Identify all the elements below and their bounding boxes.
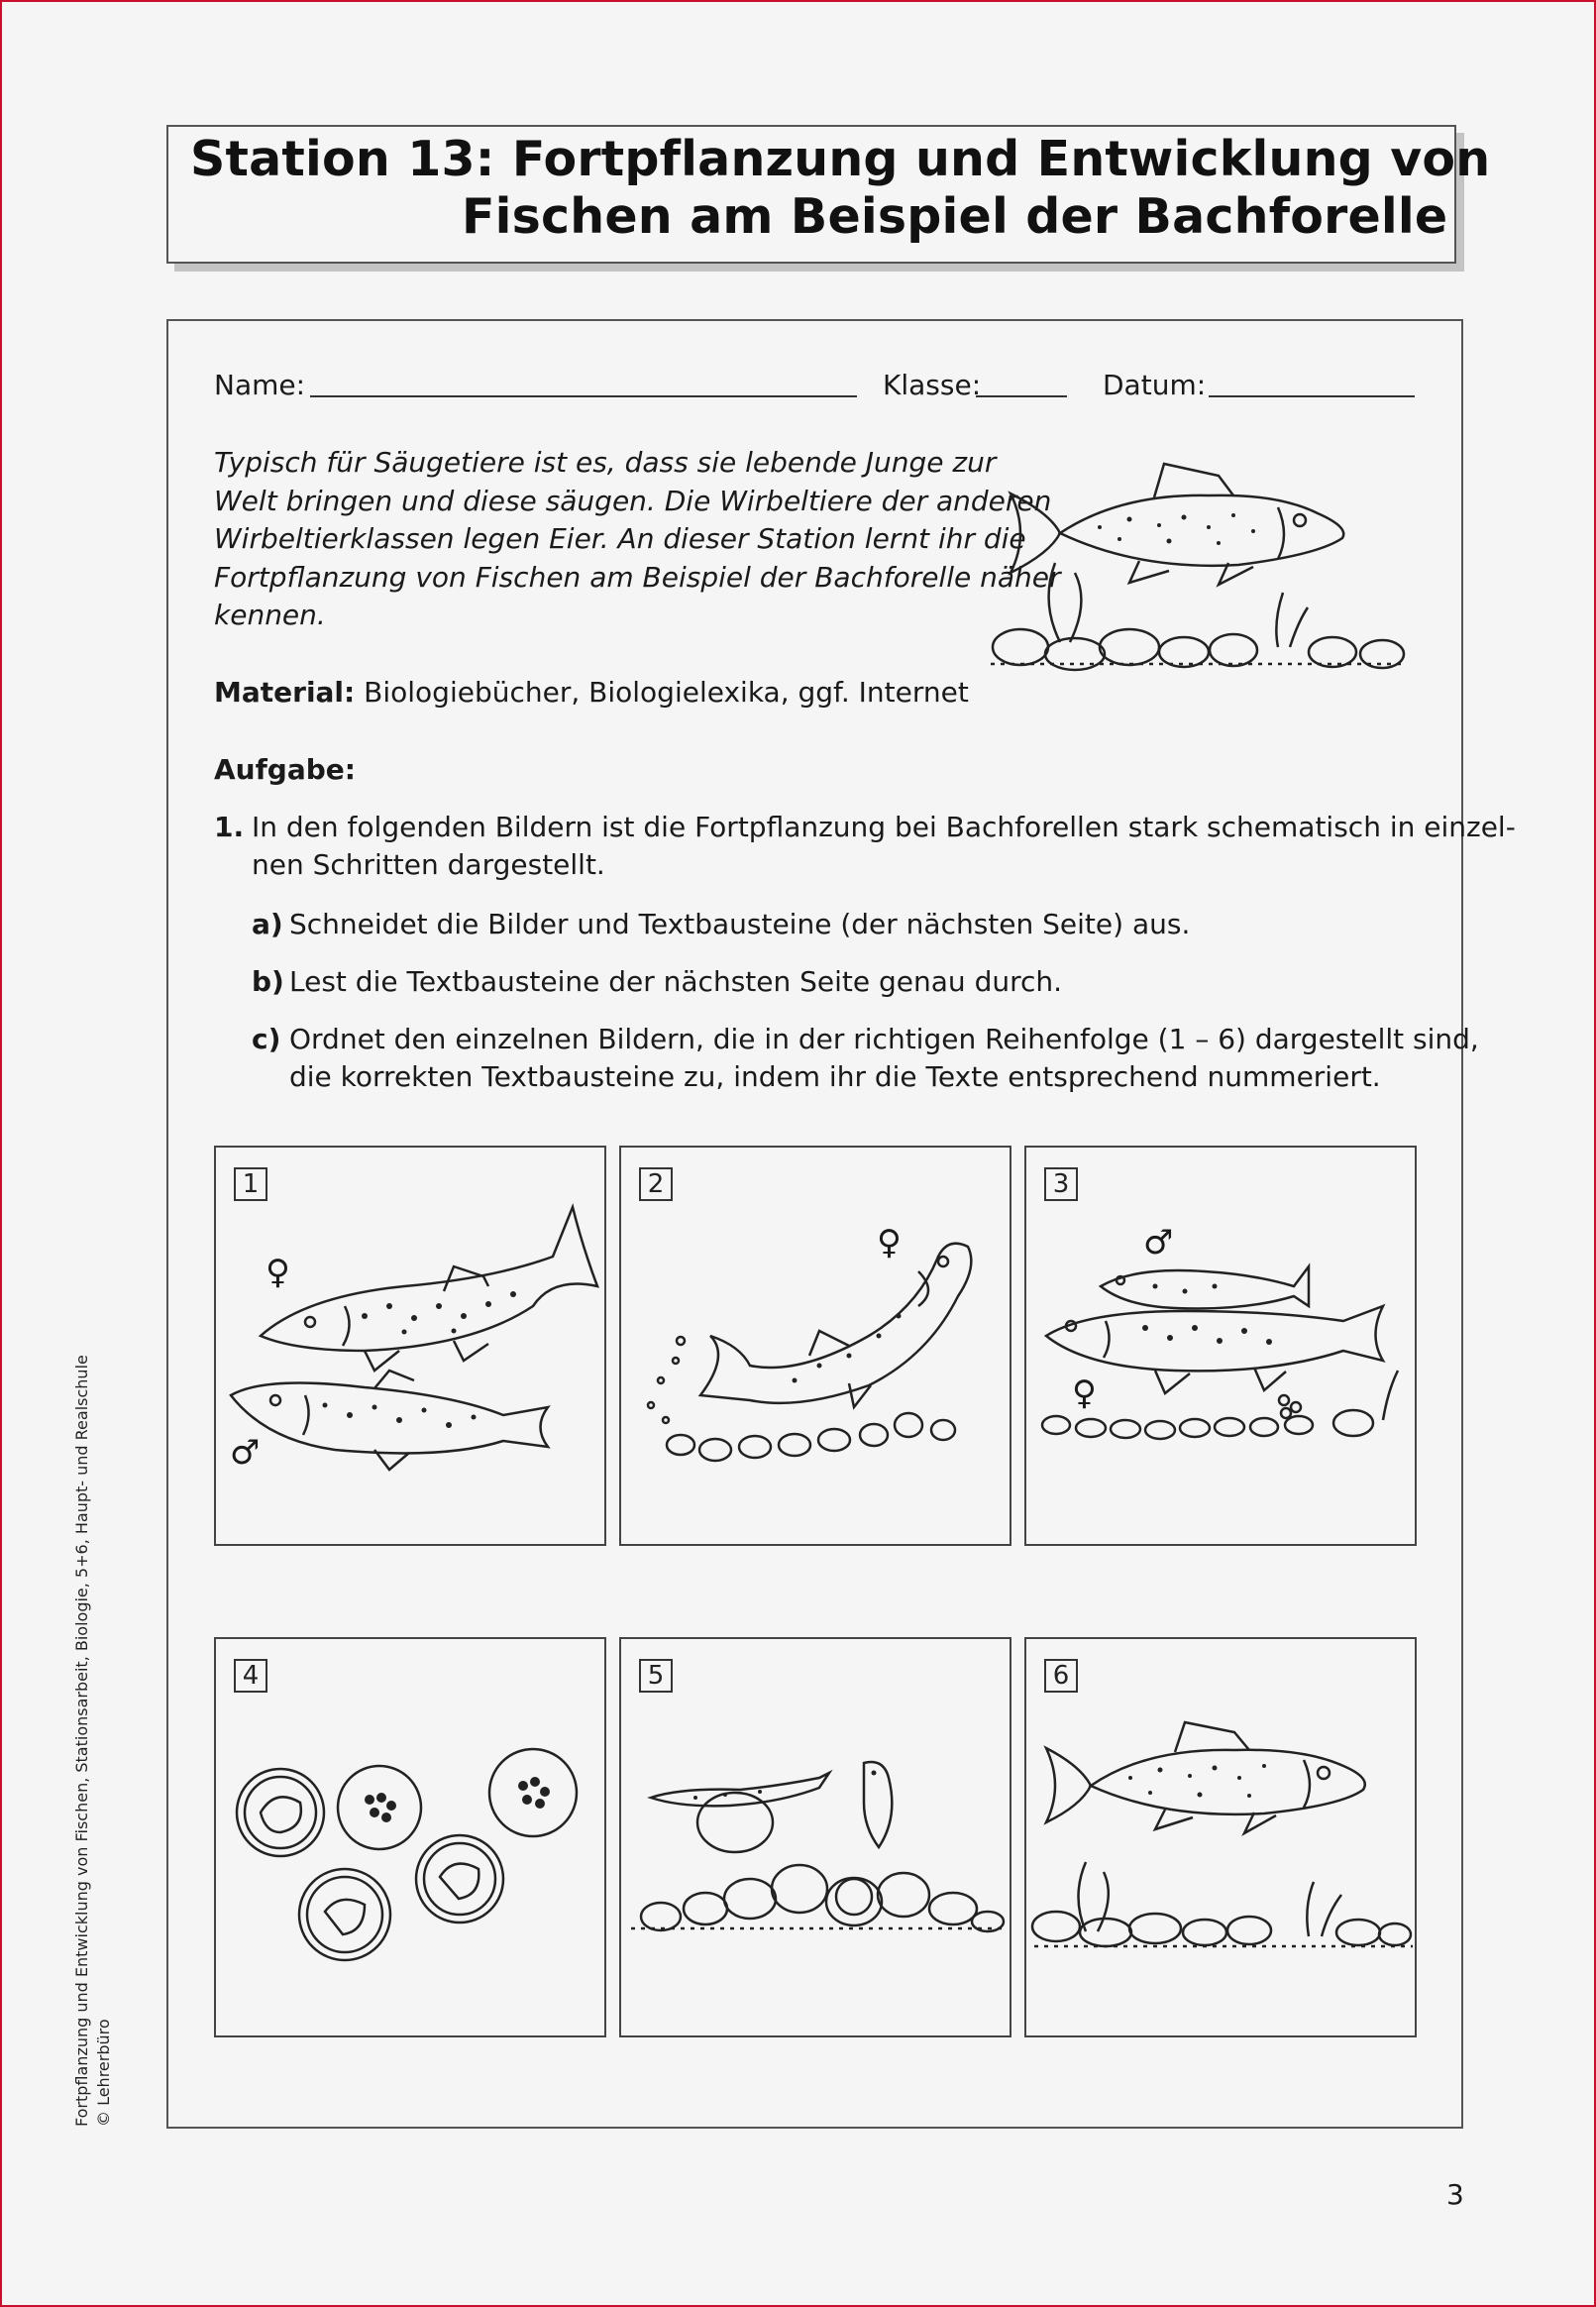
date-field[interactable] bbox=[1209, 395, 1415, 397]
page-title-line2: Fischen am Beispiel der Bachforelle bbox=[462, 188, 1448, 245]
female-symbol: ♀ bbox=[877, 1223, 902, 1263]
subtask-letter: c) bbox=[252, 1023, 281, 1055]
adult-trout-drawing bbox=[1026, 1639, 1419, 2039]
picture-number: 3 bbox=[1044, 1167, 1078, 1201]
hatchlings-drawing bbox=[621, 1639, 1013, 2039]
picture-number: 4 bbox=[234, 1659, 267, 1693]
name-field[interactable] bbox=[310, 395, 857, 397]
spawning-female-drawing bbox=[621, 1148, 1013, 1548]
title-box bbox=[166, 125, 1491, 264]
material-line bbox=[214, 676, 969, 709]
task-heading: Aufgabe: bbox=[214, 753, 356, 786]
subtask-text: Lest die Textbausteine der nächsten Seite genau durch. bbox=[289, 965, 1063, 998]
material-label: Material: bbox=[214, 676, 356, 709]
spawning-pair-drawing bbox=[1026, 1148, 1419, 1548]
subtask-letter: a) bbox=[252, 908, 283, 940]
subtask-letter: b) bbox=[252, 965, 284, 998]
class-field[interactable] bbox=[976, 395, 1067, 397]
intro-line: Wirbeltierklassen legen Eier. An dieser Station lernt ihr die bbox=[214, 522, 1026, 555]
subtask-text: Schneidet die Bilder und Textbausteine (der nächsten Seite) aus. bbox=[289, 908, 1191, 940]
material-text: Biologiebücher, Biologielexika, ggf. Internet bbox=[364, 676, 969, 709]
intro-line: Welt bringen und diese säugen. Die Wirbeltiere der anderen bbox=[214, 484, 1052, 517]
male-symbol: ♂ bbox=[230, 1433, 261, 1473]
task-number: 1. bbox=[214, 811, 245, 843]
picture-cell-6[interactable] bbox=[1024, 1637, 1417, 2037]
date-label: Datum: bbox=[1103, 369, 1207, 401]
female-male-trout-drawing bbox=[216, 1148, 608, 1548]
trout-illustration bbox=[981, 444, 1417, 682]
intro-line: kennen. bbox=[214, 599, 326, 631]
male-symbol: ♂ bbox=[1143, 1223, 1174, 1263]
task-text-line: In den folgenden Bildern ist die Fortpflanzung bei Bachforellen stark schematisch in einzel- bbox=[252, 811, 1516, 843]
picture-cell-4[interactable] bbox=[214, 1637, 606, 2037]
sidebar-copyright-line: © Lehrerbüro bbox=[94, 2019, 113, 2127]
picture-cell-1[interactable] bbox=[214, 1146, 606, 1546]
eggs-drawing bbox=[216, 1639, 608, 2039]
sidebar-source-line: Fortpflanzung und Entwicklung von Fischen, Stationsarbeit, Biologie, 5+6, Haupt- und Realschule bbox=[72, 1355, 91, 2127]
page-title-line1: Station 13: Fortpflanzung und Entwicklung von bbox=[190, 131, 1491, 187]
picture-number: 5 bbox=[639, 1659, 673, 1693]
picture-number: 1 bbox=[234, 1167, 267, 1201]
copyright-sidebar bbox=[71, 1235, 115, 2127]
picture-cell-2[interactable] bbox=[619, 1146, 1011, 1546]
subtask-text: die korrekten Textbausteine zu, indem ihr die Texte entsprechend nummeriert. bbox=[289, 1060, 1381, 1093]
picture-number: 2 bbox=[639, 1167, 673, 1201]
task-text-line: nen Schritten dargestellt. bbox=[252, 848, 605, 881]
page-number: 3 bbox=[1446, 2178, 1464, 2211]
intro-paragraph bbox=[214, 444, 1061, 635]
picture-number: 6 bbox=[1044, 1659, 1078, 1693]
subtask-text: Ordnet den einzelnen Bildern, die in der richtigen Reihenfolge (1 – 6) dargestellt sind, bbox=[289, 1023, 1479, 1055]
intro-line: Fortpflanzung von Fischen am Beispiel der Bachforelle näher bbox=[214, 560, 1061, 594]
female-symbol: ♀ bbox=[1072, 1373, 1097, 1413]
picture-cell-5[interactable] bbox=[619, 1637, 1011, 2037]
female-symbol: ♀ bbox=[266, 1253, 290, 1292]
class-label: Klasse: bbox=[883, 369, 982, 401]
picture-cell-3[interactable] bbox=[1024, 1146, 1417, 1546]
name-label: Name: bbox=[214, 369, 306, 401]
intro-line: Typisch für Säugetiere ist es, dass sie lebende Junge zur bbox=[214, 446, 997, 479]
